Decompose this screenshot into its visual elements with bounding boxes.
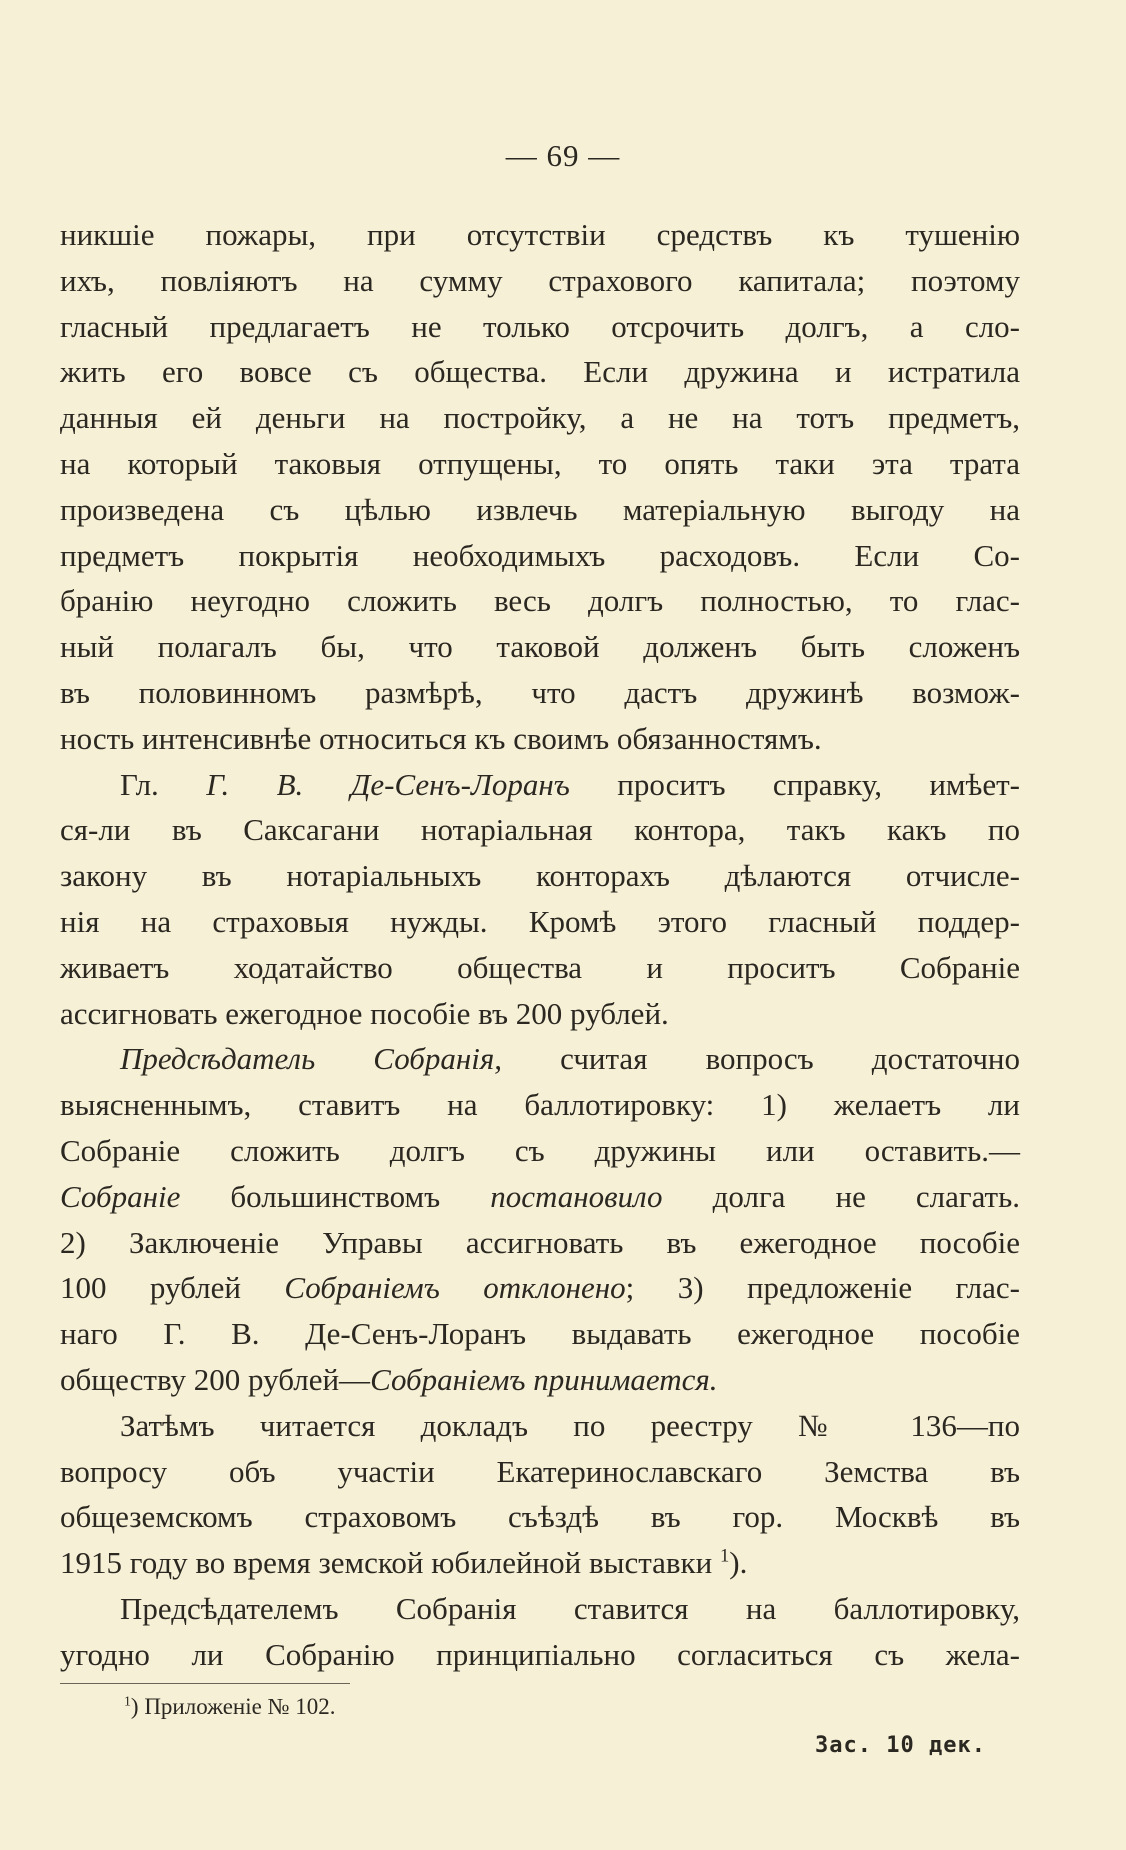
text-line (60, 1265, 1020, 1311)
footnote-reference[interactable]: 1 (719, 1545, 730, 1567)
text-line: жить его вовсе съ общества. Если дружина и истратила (60, 354, 1020, 390)
paragraph-first-line (60, 762, 1020, 808)
emphasis-span: Собраніемъ отклонено (284, 1270, 626, 1306)
signature-mark: Зас. 10 дек. (815, 1733, 986, 1758)
text-line: вопросу объ участіи Екатеринославскаго Земства въ (60, 1453, 1020, 1489)
page-number: — 69 — (505, 138, 621, 173)
footnote (124, 1692, 336, 1722)
text-span: считая вопросъ достаточно (502, 1041, 1020, 1077)
emphasis-span: Собраніе (60, 1178, 181, 1214)
text-span: обществу 200 рублей— (60, 1361, 371, 1397)
text-line: общеземскомъ страховомъ съѣздѣ въ гор. Москвѣ въ (60, 1499, 1020, 1535)
text-line: наго Г. В. Де-Сенъ-Лоранъ выдавать ежегодное пособіе (60, 1316, 1020, 1352)
text-line: ихъ, повліяютъ на сумму страхового капитала; поэтому (60, 262, 1020, 298)
emphasis-span: Собраніемъ принимается. (370, 1361, 718, 1397)
text-span: Гл. (120, 766, 207, 802)
text-line: бранію неугодно сложить весь долгъ полностью, то глас- (60, 583, 1020, 619)
text-line: въ половинномъ размѣрѣ, что дастъ дружинѣ возмож- (60, 674, 1020, 710)
text-span: большинствомъ (180, 1178, 491, 1214)
text-span: долга не слагать. (662, 1178, 1020, 1214)
footnote-mark: 1 (124, 1693, 131, 1709)
speaker-name: Г. В. Де-Сенъ-Лоранъ (206, 766, 570, 802)
text-line: ассигновать ежегодное пособіе въ 200 рублей. (60, 995, 669, 1031)
text-line (60, 1540, 1020, 1586)
text-span: ; 3) предложеніе глас- (625, 1270, 1020, 1306)
text-line (60, 1174, 1020, 1220)
text-line: гласный предлагаетъ не только отсрочить долгъ, а сло- (60, 308, 1020, 344)
text-line: выясненнымъ, ставитъ на баллотировку: 1) желаетъ ли (60, 1087, 1020, 1123)
text-line: на который таковыя отпущены, то опять таки эта трата (60, 445, 1020, 481)
emphasis-span: постановило (490, 1178, 663, 1214)
text-line: никшіе пожары, при отсутствіи средствъ къ тушенію (60, 217, 1020, 252)
speaker-name: Предсѣдатель Собранія, (120, 1041, 503, 1077)
text-line: ность интенсивнѣе относиться къ своимъ обязанностямъ. (60, 720, 822, 756)
text-line: предметъ покрытія необходимыхъ расходовъ. Если Со- (60, 537, 1020, 573)
paragraph-first-line: Предсѣдателемъ Собранія ставится на баллотировку, (120, 1590, 1020, 1626)
text-line: нія на страховыя нужды. Кромѣ этого гласный поддер- (60, 903, 1020, 939)
text-span: ). (729, 1545, 748, 1581)
footnote-text: ) Приложеніе № 102. (130, 1694, 336, 1719)
text-line: ся-ли въ Саксагани нотаріальная контора, такъ какъ по (60, 812, 1020, 848)
paragraph-first-line (60, 1036, 1020, 1082)
text-line: закону въ нотаріальныхъ конторахъ дѣлаются отчисле- (60, 858, 1020, 894)
text-line: данныя ей деньги на постройку, а не на тотъ предметъ, (60, 400, 1020, 436)
text-line: 2) Заключеніе Управы ассигновать въ ежегодное пособіе (60, 1224, 1020, 1260)
text-line: Собраніе сложить долгъ съ дружины или оставить.— (60, 1132, 1020, 1168)
footnote-divider (60, 1683, 350, 1684)
text-span: 100 рублей (60, 1270, 285, 1306)
text-line: живаетъ ходатайство общества и проситъ Собраніе (60, 949, 1020, 985)
paragraph-first-line: Затѣмъ читается докладъ по реестру № 136—по (120, 1407, 1020, 1443)
text-span: проситъ справку, имѣет- (569, 766, 1020, 802)
text-line (60, 1357, 1020, 1403)
body-text (60, 212, 1020, 1678)
text-span: 1915 году во время земской юбилейной выставки (60, 1545, 720, 1581)
text-line: ный полагалъ бы, что таковой долженъ быть сложенъ (60, 629, 1020, 665)
text-line: угодно ли Собранію принципіально согласиться съ жела- (60, 1636, 1020, 1672)
text-line: произведена съ цѣлью извлечь матеріальную выгоду на (60, 491, 1020, 527)
